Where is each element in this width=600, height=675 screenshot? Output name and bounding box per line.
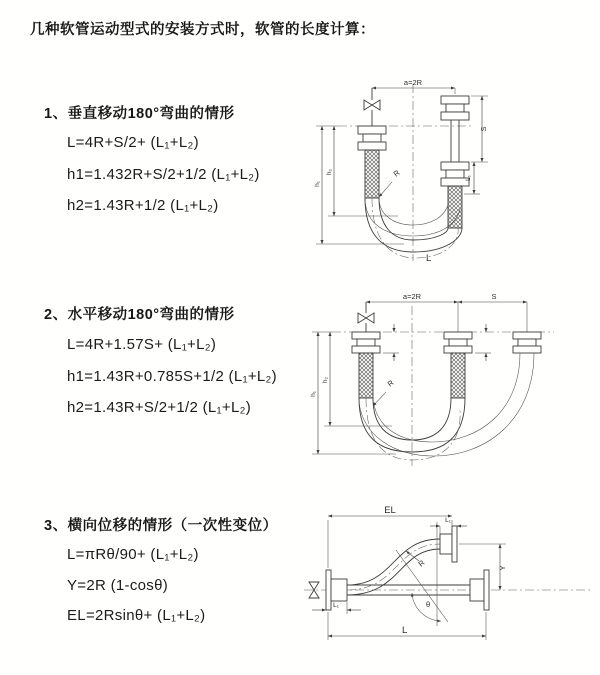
upper-flange-hub (440, 534, 452, 554)
hose-arc-inner (379, 198, 448, 240)
right-flange-upper (441, 96, 469, 104)
dim-a2r-label: a=2R (402, 292, 422, 301)
left-flange (352, 332, 380, 353)
dim-l1-top-label: L₁ (445, 517, 451, 524)
dim-l1-label: L₁ (465, 175, 472, 181)
dim-s-label: S (491, 292, 497, 301)
diagram-lateral-displacement (300, 500, 595, 648)
dim-a2r-label: a=2R (403, 78, 423, 87)
dim-h2-label: h₂ (322, 376, 329, 384)
left-flange-hub (331, 579, 347, 601)
right-flange-lower (441, 162, 469, 170)
displaced-hose-outer (359, 353, 534, 456)
section2-formula-h1: h1=1.43R+0.785S+1/2 (L₁+L₂) (67, 368, 277, 385)
section1-formula-h2: h2=1.43R+1/2 (L₁+L₂) (67, 197, 219, 214)
hose-centerline-arc (366, 398, 460, 460)
dim-h1-label: h₁ (310, 391, 317, 397)
left-flange-plate (326, 570, 331, 610)
left-braided-hose (359, 353, 373, 398)
displaced-hose-inner (373, 353, 520, 442)
radius-label: R (416, 558, 427, 569)
page-title: 几种软管运动型式的安装方式时，软管的长度计算： (30, 22, 375, 38)
section1-heading: 1、垂直移动180°弯曲的情形 (44, 106, 235, 122)
section2-formula-l: L=4R+1.57S+ (L₁+L₂) (67, 336, 217, 353)
right-flange-hub (470, 579, 484, 601)
radius-label: R (391, 168, 402, 179)
middle-braided-hose (451, 353, 465, 398)
section3-formula-l: L=πRθ/90+ (L₁+L₂) (67, 546, 199, 563)
valve-icon (358, 313, 374, 323)
section1-formula-h1: h1=1.432R+S/2+1/2 (L₁+L₂) (67, 166, 260, 183)
middle-flange (444, 332, 472, 353)
radius-label: R (385, 378, 396, 389)
right-flange-plate (484, 570, 489, 610)
theta-label: θ (426, 600, 431, 609)
dim-s-label: S (479, 126, 488, 132)
section2-heading: 2、水平移动180°弯曲的情形 (44, 307, 235, 323)
diagram-horizontal-180-bend (308, 290, 593, 470)
diagram-vertical-180-bend (312, 76, 587, 264)
section2-formula-h2: h2=1.43R+S/2+1/2 (L₁+L₂) (67, 399, 252, 416)
dim-h2-label: h₂ (326, 168, 333, 176)
section3-heading: 3、横向位移的情形（一次性变位） (44, 518, 278, 534)
dim-y-label: Y (498, 565, 507, 571)
hose-centerline-arc (372, 198, 458, 258)
section3-formula-y: Y=2R (1-cosθ) (67, 577, 169, 594)
section1-formula-l: L=4R+S/2+ (L₁+L₂) (67, 134, 199, 151)
section3-formula-el: EL=2Rsinθ+ (L₁+L₂) (67, 607, 206, 624)
dim-el-label: EL (384, 505, 396, 516)
right-braided-hose (448, 186, 462, 228)
upper-flange-plate (452, 526, 457, 562)
dim-l1-bottom-label: L₁ (333, 602, 339, 609)
length-label: L (426, 253, 432, 264)
dim-h1-label: h₁ (314, 181, 321, 187)
left-braided-hose (365, 150, 379, 198)
left-flange (358, 126, 386, 134)
scurve-hose-bottom (347, 549, 440, 595)
displaced-flange (513, 332, 541, 353)
valve-icon (364, 100, 380, 110)
dim-l-label: L (402, 625, 408, 636)
